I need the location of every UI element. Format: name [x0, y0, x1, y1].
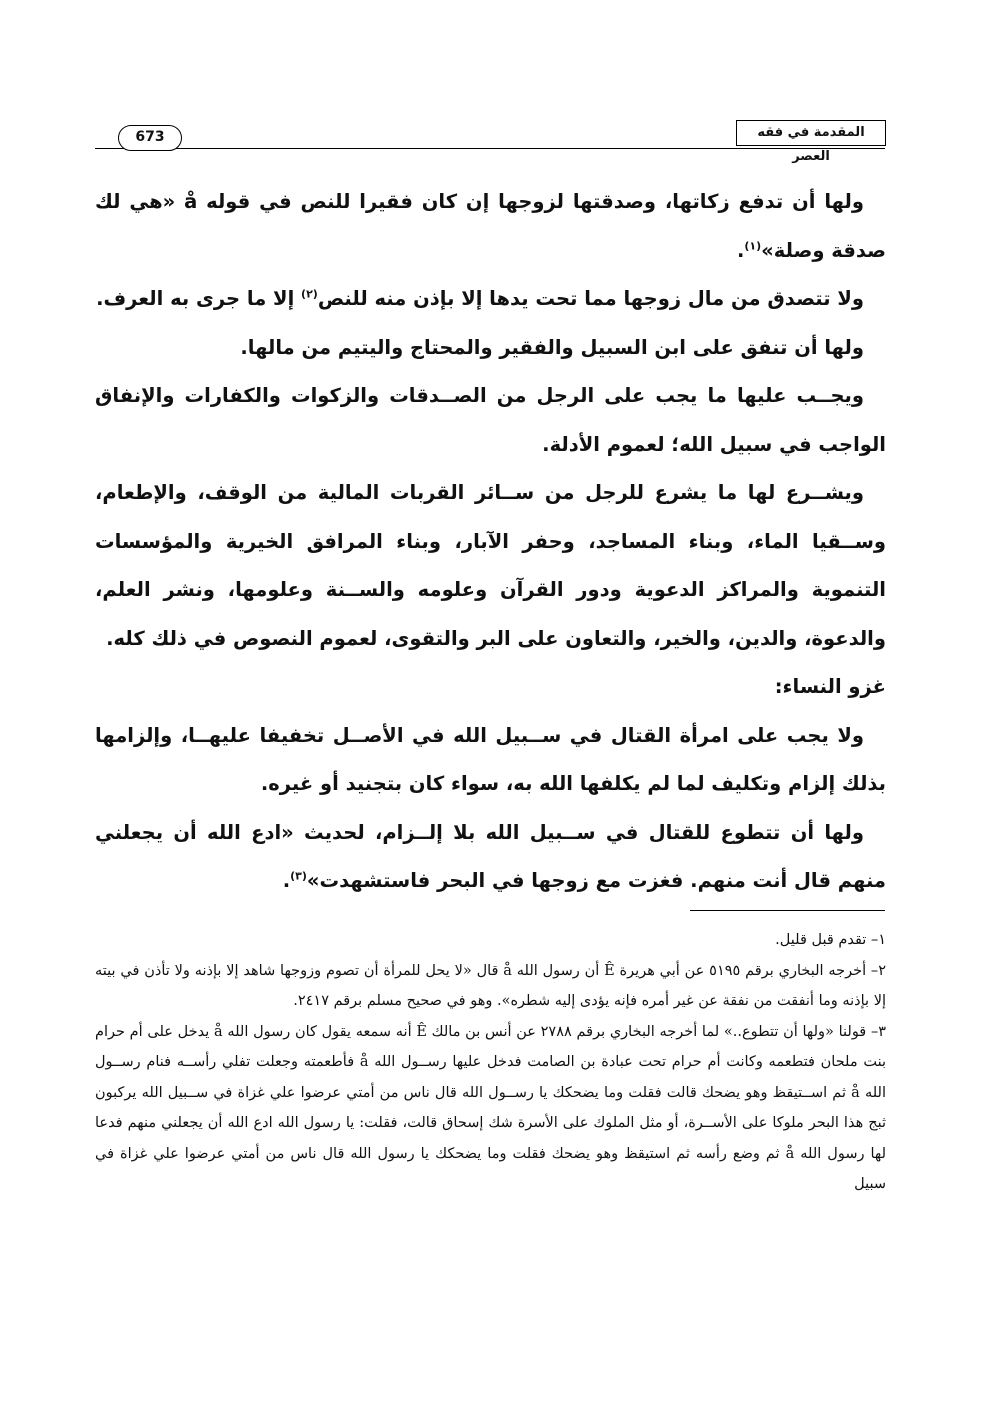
page-number-badge: 673: [118, 125, 182, 151]
footnote-ref-3[interactable]: (٣): [290, 869, 307, 883]
paragraph-2-text-a: ولا تتصدق من مال زوجها مما تحت يدها إلا بإذن منه للنص: [317, 287, 864, 310]
section-heading: غزو النساء:: [774, 675, 886, 698]
footnote-3: ٣– قولنا «ولها أن تتطوع..» لما أخرجه البخاري برقم ٢٧٨٨ عن أنس بن مالك Ê أنه سمعه يقول كان رسول الله å يدخل على أم حرام بنت ملحان فتطعمه وكانت أم حرام تحت عبادة بن الصامت فدخل عليها رســول الله å فأطعمته وجعلت تفلي رأســه فنام رســول الله å ثم اســتيقظ وهو يضحك قالت فقلت وما يضحكك يا رســول الله قال ناس من أمتي عرضوا علي غزاة في ســبيل الله يركبون ثبج هذا البحر ملوكا على الأســرة، أو مثل الملوك على الأسرة شك إسحاق قالت، فقلت: يا رسول الله ادع الله أن يجعلني منهم فدعا لها رسول الله å ثم وضع رأسه ثم استيقظ وهو يضحك فقلت وما يضحكك يا رسول الله قال ناس من أمتي عرضوا علي غزاة في سبيل: [95, 1023, 887, 1192]
paragraph-7-end: .: [282, 869, 291, 892]
paragraph-3: ولها أن تنفق على ابن السبيل والفقير والمحتاج واليتيم من مالها.: [240, 335, 864, 359]
running-header-title: المقدمة في فقه العصر: [736, 120, 886, 146]
paragraph-2: [95, 275, 886, 324]
paragraph-4: ويجــب عليها ما يجب على الرجل من الصــدقات والزكوات والكفارات والإنفاق الواجب في سبيل الله؛ لعموم الأدلة.: [95, 384, 886, 456]
paragraph-5: ويشــرع لها ما يشرع للرجل من ســائر القربات المالية من الوقف، والإطعام، وســقيا الماء، وبناء المساجد، وحفر الآبار، وبناء المرافق الخيرية والمؤسسات التنموية والمراكز الدعوية ودور القرآن وعلومه والســنة وعلومها، ونشر العلم، والدعوة، والدين، والخير، والتعاون على البر والتقوى، لعموم النصوص في ذلك كله.: [95, 481, 886, 650]
paragraph-2-text-b: إلا ما جرى به العرف.: [96, 287, 302, 310]
footnote-2: ٢– أخرجه البخاري برقم ٥١٩٥ عن أبي هريرة Ê أن رسول الله å قال «لا يحل للمرأة أن تصوم وزوجها شاهد إلا بإذنه ولا تأذن في بيته إلا بإذنه وما أنفقت من نفقة عن غير أمره فإنه يؤدى إليه شطره». وهو في صحيح مسلم برقم ٢٤١٧.: [95, 962, 886, 1009]
paragraph-1: ولها أن تدفع زكاتها، وصدقتها لزوجها إن كان فقيرا للنص في قوله å «هي لك صدقة وصلة»$^{(١)}$.: [95, 190, 886, 262]
paragraph-1-text: ولها أن تدفع زكاتها، وصدقتها لزوجها إن كان فقيرا للنص في قوله å «هي لك صدقة وصلة»: [95, 190, 886, 262]
footnote-ref-2[interactable]: (٢): [301, 287, 318, 301]
footnote-ref-1[interactable]: (١): [744, 239, 762, 252]
header-rule: [95, 148, 885, 149]
footnote-separator: [690, 910, 885, 911]
main-text: [95, 178, 886, 906]
paragraph-6: ولا يجب على امرأة القتال في ســبيل الله في الأصــل تخفيفا عليهــا، وإلزامها بذلك إلزام وتكليف لما لم يكلفها الله به، سواء كان بتجنيد أو غيره.: [95, 723, 886, 795]
footnote-1: ١– تقدم قبل قليل.: [775, 932, 886, 948]
footnotes: [95, 925, 886, 1200]
paragraph-7-text: ولها أن تتطوع للقتال في ســبيل الله بلا إلــزام، لحديث «ادع الله أن يجعلني منهم قال أنت منهم. فغزت مع زوجها في البحر فاستشهدت»: [95, 820, 886, 892]
paragraph-7: [95, 809, 886, 906]
